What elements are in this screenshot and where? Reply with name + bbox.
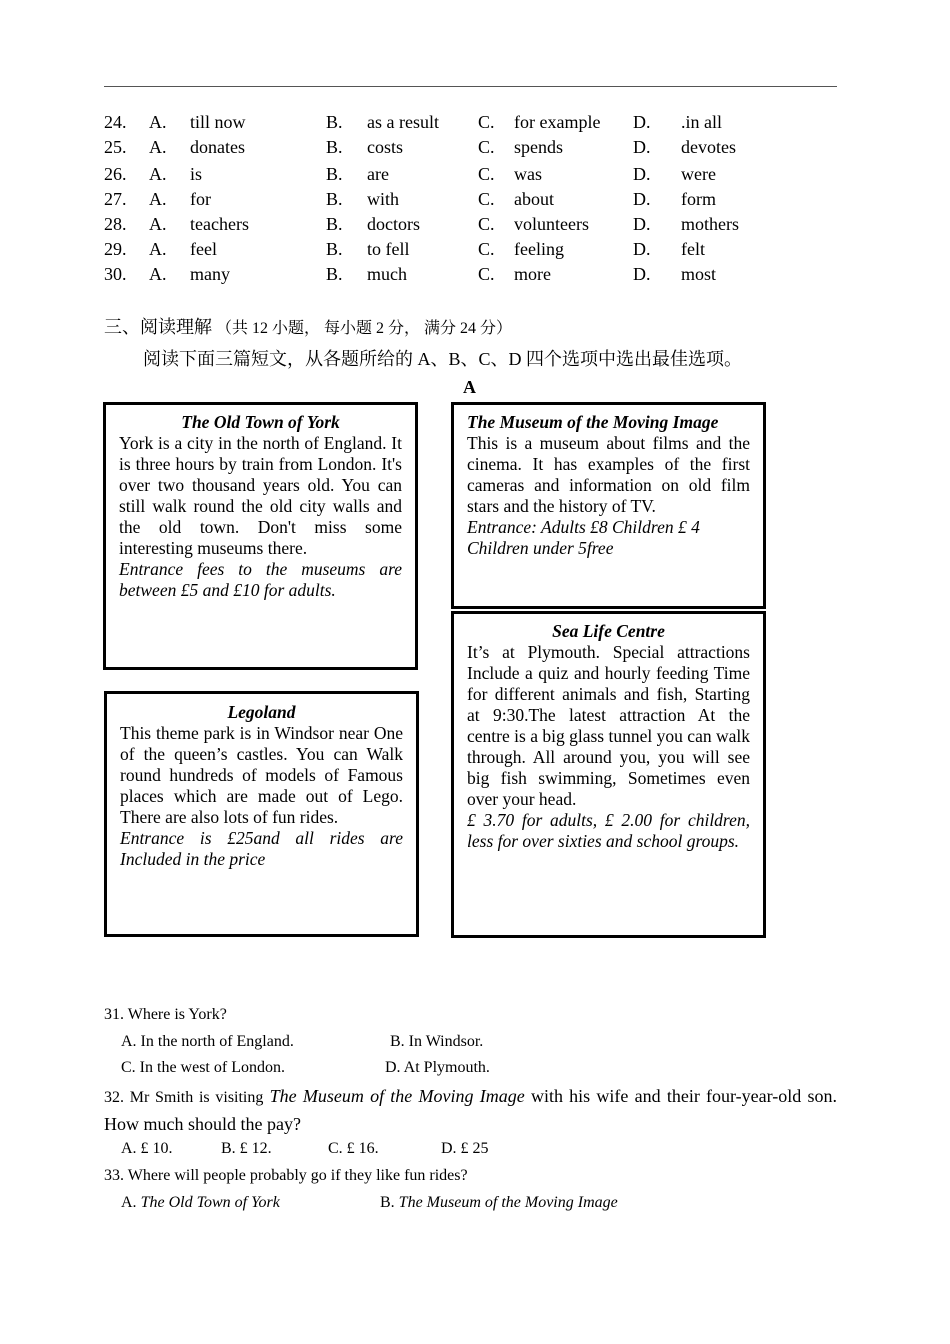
option-letter-a: A. xyxy=(149,214,167,234)
question-number: 29. xyxy=(104,239,127,259)
q32-title: The Museum of the Moving Image xyxy=(269,1086,525,1106)
option-letter-a: A. xyxy=(149,112,167,132)
section-subtitle: （共 12 小题， 每小题 2 分， 满分 24 分） xyxy=(216,320,513,337)
museum-title: The Museum of the Moving Image xyxy=(467,412,719,432)
option-c-text: spends xyxy=(514,137,563,157)
option-letter-d: D. xyxy=(633,239,651,259)
option-b-text: are xyxy=(367,164,389,184)
option-letter-b: B. xyxy=(326,189,343,209)
option-a-text: many xyxy=(190,264,230,284)
part-label: A xyxy=(463,377,476,397)
legoland-body: This theme park is in Windsor near One of the queen’s castles. You can Walk round hundreds of models of Famous places which are made out of Lego. There are also lots of fun rides. xyxy=(120,723,403,827)
sealife-box xyxy=(451,611,766,938)
option-letter-a: A. xyxy=(149,189,167,209)
q33-option-b-text: The Museum of the Moving Image xyxy=(398,1194,618,1211)
option-b-text: to fell xyxy=(367,239,410,259)
header-rule xyxy=(104,86,837,87)
q32-stem xyxy=(104,1083,837,1138)
option-letter-a: A. xyxy=(149,264,167,284)
option-letter-c: C. xyxy=(478,137,495,157)
option-letter-c: C. xyxy=(478,214,495,234)
option-letter-b: B. xyxy=(326,112,343,132)
option-a-text: for xyxy=(190,189,211,209)
option-letter-d: D. xyxy=(633,214,651,234)
q32-option-b: B. £ 12. xyxy=(221,1140,272,1157)
q33-stem: 33. Where will people probably go if they like fun rides? xyxy=(104,1167,468,1184)
option-letter-c: C. xyxy=(478,164,495,184)
q31-option-d: D. At Plymouth. xyxy=(385,1059,490,1076)
option-letter-b: B. xyxy=(326,264,343,284)
option-letter-d: D. xyxy=(633,189,651,209)
sealife-body: It’s at Plymouth. Special attractions Include a quiz and hourly feeding Time for different animals and fish, Starting at 9:30.The latest attraction At the centre is a big glass tunnel you can walk through. All around you, you will see big fish swimming, Sometimes even over your head. xyxy=(467,642,750,809)
york-body: York is a city in the north of England. It is three hours by train from London. It's over two thousand years old. You can still walk round the old city walls and the old town. Don't miss some interesting museums there. xyxy=(119,433,402,558)
york-box xyxy=(103,402,418,670)
option-letter-a: A. xyxy=(149,239,167,259)
q32-post: with his wife and their four-year-old son. How much should the pay? xyxy=(104,1086,838,1134)
question-number: 24. xyxy=(104,112,127,132)
option-b-text: as a result xyxy=(367,112,439,132)
q32-option-d: D. £ 25 xyxy=(441,1140,489,1157)
option-c-text: about xyxy=(514,189,554,209)
option-c-text: for example xyxy=(514,112,601,132)
option-c-text: feeling xyxy=(514,239,564,259)
q33-option-a-text: The Old Town of York xyxy=(140,1194,280,1211)
option-c-text: volunteers xyxy=(514,214,589,234)
option-c-text: more xyxy=(514,264,551,284)
option-b-text: with xyxy=(367,189,400,209)
q31-option-a: A. In the north of England. xyxy=(121,1033,294,1050)
option-b-text: doctors xyxy=(367,214,420,234)
option-b-text: much xyxy=(367,264,407,284)
option-letter-c: C. xyxy=(478,264,495,284)
q31-option-b: B. In Windsor. xyxy=(390,1033,484,1050)
option-b-text: costs xyxy=(367,137,403,157)
option-letter-b: B. xyxy=(326,239,343,259)
question-number: 27. xyxy=(104,189,127,209)
york-note: Entrance fees to the museums are between £5 and £10 for adults. xyxy=(119,559,402,600)
option-c-text: was xyxy=(514,164,542,184)
section-title-text: 三、阅读理解 xyxy=(104,317,212,337)
option-letter-b: B. xyxy=(326,164,343,184)
option-letter-a: A. xyxy=(149,137,167,157)
option-letter-b: B. xyxy=(326,137,343,157)
option-letter-c: C. xyxy=(478,189,495,209)
q32-option-c: C. £ 16. xyxy=(328,1140,379,1157)
option-a-text: donates xyxy=(190,137,245,157)
q33-option-a-letter: A. xyxy=(121,1194,137,1211)
question-number: 28. xyxy=(104,214,127,234)
york-title: The Old Town of York xyxy=(181,412,340,432)
museum-body: This is a museum about films and the cinema. It has examples of the first cameras and information on old film stars and the history of TV. xyxy=(467,433,750,516)
legoland-title: Legoland xyxy=(227,702,296,722)
sealife-title: Sea Life Centre xyxy=(552,621,665,641)
option-d-text: felt xyxy=(681,239,705,259)
option-letter-d: D. xyxy=(633,264,651,284)
question-number: 25. xyxy=(104,137,127,157)
option-a-text: teachers xyxy=(190,214,249,234)
option-d-text: mothers xyxy=(681,214,739,234)
option-letter-b: B. xyxy=(326,214,343,234)
legoland-box xyxy=(104,691,419,937)
option-letter-c: C. xyxy=(478,112,495,132)
option-d-text: most xyxy=(681,264,717,284)
option-d-text: were xyxy=(681,164,716,184)
option-letter-d: D. xyxy=(633,112,651,132)
museum-note-2: Children under 5free xyxy=(467,538,614,558)
option-a-text: is xyxy=(190,164,203,184)
q31-option-c: C. In the west of London. xyxy=(121,1059,285,1076)
section-instruction: 阅读下面三篇短文，从各题所给的 A、B、C、D 四个选项中选出最佳选项。 xyxy=(143,349,743,369)
option-d-text: .in all xyxy=(681,112,722,132)
option-letter-c: C. xyxy=(478,239,495,259)
option-a-text: till now xyxy=(190,112,246,132)
q33-option-b-letter: B. xyxy=(380,1194,395,1211)
legoland-note: Entrance is £25and all rides are Included in the price xyxy=(120,828,403,869)
q32-option-a: A. £ 10. xyxy=(121,1140,173,1157)
option-a-text: feel xyxy=(190,239,217,259)
option-letter-d: D. xyxy=(633,164,651,184)
option-letter-d: D. xyxy=(633,137,651,157)
q33-option-a xyxy=(121,1194,280,1212)
section-title xyxy=(104,313,512,339)
q31-stem: 31. Where is York? xyxy=(104,1006,227,1023)
question-number: 26. xyxy=(104,164,127,184)
q33-option-b xyxy=(380,1194,618,1212)
museum-box xyxy=(451,402,766,609)
q32-pre: 32. Mr Smith is visiting xyxy=(104,1089,264,1106)
museum-note-1: Entrance: Adults £8 Children £ 4 xyxy=(467,517,700,537)
option-d-text: devotes xyxy=(681,137,736,157)
option-letter-a: A. xyxy=(149,164,167,184)
sealife-note: £ 3.70 for adults, £ 2.00 for children, less for over sixties and school groups. xyxy=(467,810,750,851)
option-d-text: form xyxy=(681,189,716,209)
question-number: 30. xyxy=(104,264,127,284)
